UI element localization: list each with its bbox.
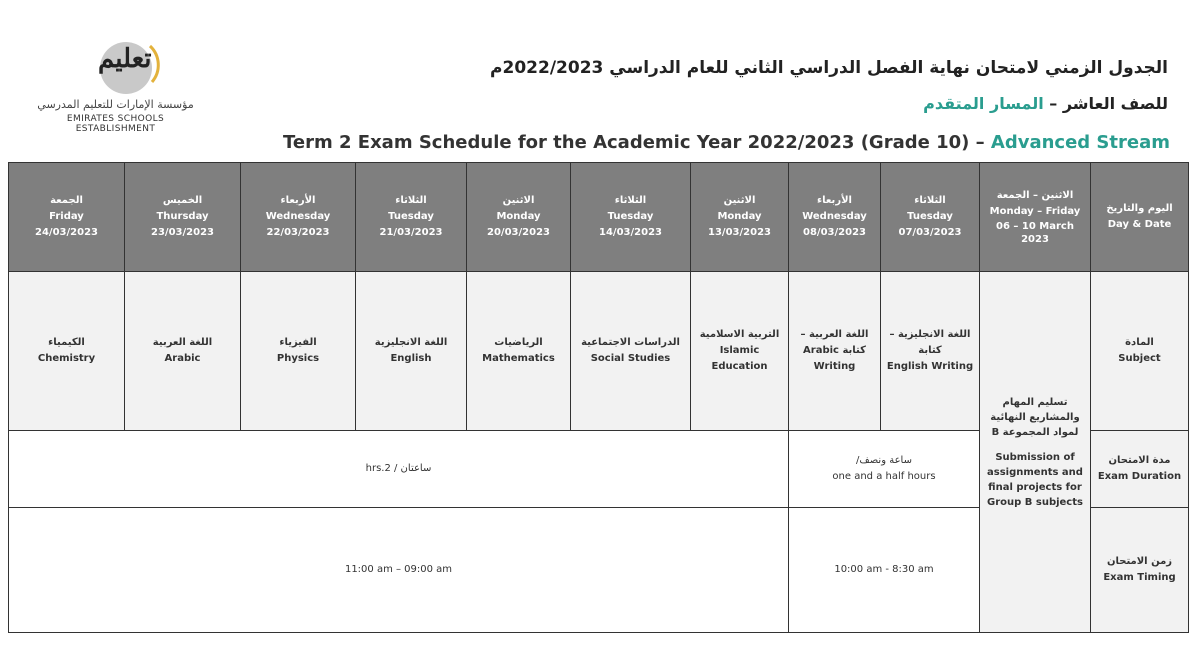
day-date: 13/03/2023	[708, 227, 771, 238]
day-header	[881, 163, 980, 272]
logo	[28, 38, 208, 134]
subject-cell	[241, 272, 356, 431]
day-date-label-en: Day & Date	[1107, 219, 1172, 230]
subject-en: English Writing	[886, 361, 974, 372]
day-date: 23/03/2023	[151, 227, 214, 238]
subject-ar: اللغة العربية	[152, 337, 213, 348]
day-ar: الخميس	[162, 195, 203, 206]
group-b-text-en: Submission of assignments and final projects for Group B subjects	[987, 451, 1083, 508]
group-b-text-ar: تسليم المهام والمشاريع النهائية لمواد المجموعة B	[990, 396, 1080, 438]
subject-cell	[691, 272, 789, 431]
duration-label-en: Exam Duration	[1097, 471, 1182, 482]
day-en: Monday	[717, 211, 762, 222]
writing-duration-ar: ساعة ونصف/	[856, 455, 912, 466]
day-header	[125, 163, 241, 272]
group-b-day-ar: الاثنين – الجمعة	[996, 190, 1074, 201]
day-ar: الجمعة	[50, 195, 83, 206]
day-ar: الأربعاء	[280, 195, 316, 206]
day-ar: الثلاثاء	[395, 195, 427, 206]
subject-cell	[356, 272, 467, 431]
page-title-ar: الجدول الزمني لامتحان نهاية الفصل الدراسي الثاني للعام الدراسي 2022/2023م	[490, 58, 1168, 78]
writing-duration-cell	[789, 431, 980, 508]
subject-en: Physics	[276, 353, 320, 364]
day-ar: الأربعاء	[817, 195, 852, 206]
day-header	[467, 163, 571, 272]
timing-label-en: Exam Timing	[1103, 572, 1176, 583]
subject-en: Chemistry	[37, 353, 96, 364]
main-duration-cell: ساعتان / hrs.2	[9, 431, 789, 508]
timing-label	[1091, 508, 1189, 633]
main-timing: 11:00 am – 09:00 am	[344, 564, 453, 575]
title-en-text: Term 2 Exam Schedule for the Academic Year 2022/2023 (Grade 10) –	[282, 132, 991, 153]
stream-label-en: Advanced Stream	[990, 132, 1170, 153]
subject-row	[9, 272, 1189, 431]
logo-name-ar: مؤسسة الإمارات للتعليم المدرسي	[37, 98, 194, 111]
duration-label	[1091, 431, 1189, 508]
subject-cell	[9, 272, 125, 431]
day-en: Tuesday	[388, 211, 434, 222]
group-b-header	[980, 163, 1091, 272]
subject-cell	[125, 272, 241, 431]
day-date: 20/03/2023	[487, 227, 550, 238]
day-date: 08/03/2023	[803, 227, 866, 238]
subject-ar: اللغة العربية – كتابة Arabic	[800, 329, 869, 356]
writing-duration-en: one and a half hours	[832, 471, 936, 482]
subject-en: Mathematics	[482, 353, 555, 364]
stream-label-ar: المسار المتقدم	[923, 94, 1044, 113]
writing-timing: 10:00 am - 8:30 am	[834, 564, 934, 575]
day-header	[691, 163, 789, 272]
subject-cell	[789, 272, 881, 431]
day-en: Wednesday	[802, 211, 867, 222]
day-date-label-ar: اليوم والتاريخ	[1106, 203, 1173, 214]
day-ar: الاثنين	[723, 195, 756, 206]
day-date-label	[1091, 163, 1189, 272]
day-en: Tuesday	[907, 211, 953, 222]
timing-label-ar: زمن الامتحان	[1106, 556, 1173, 567]
header-row	[9, 163, 1189, 272]
subject-ar: الكيمياء	[48, 337, 85, 348]
subject-en: Social Studies	[590, 353, 671, 364]
logo-name-en: EMIRATES SCHOOLS ESTABLISHMENT	[66, 114, 165, 134]
day-date: 21/03/2023	[379, 227, 443, 238]
subject-ar: الفيزياء	[279, 337, 317, 348]
group-b-day-en: Monday – Friday	[989, 206, 1081, 217]
subject-ar: اللغة الانجليزية	[374, 337, 448, 348]
subject-ar: اللغة الانجليزية – كتابة	[889, 329, 971, 356]
logo-mark-text: تعليم	[98, 44, 152, 74]
subject-en: Arabic	[164, 353, 201, 364]
subject-ar: التربية الاسلامية	[699, 329, 780, 340]
day-date: 14/03/2023	[599, 227, 662, 238]
writing-timing-cell	[789, 508, 980, 633]
day-ar: الثلاثاء	[914, 195, 946, 206]
grade-label: للصف العاشر	[1062, 94, 1168, 113]
subject-cell	[881, 272, 980, 431]
page-title-en	[283, 132, 1170, 153]
day-ar: الاثنين	[502, 195, 535, 206]
subject-label-en: Subject	[1118, 353, 1161, 364]
day-en: Tuesday	[607, 211, 654, 222]
day-en: Friday	[49, 211, 84, 222]
day-header	[9, 163, 125, 272]
duration-label-ar: مدة الامتحان	[1108, 455, 1171, 466]
subject-ar: الدراسات الاجتماعية	[581, 337, 680, 348]
day-header	[356, 163, 467, 272]
day-ar: الثلاثاء	[614, 195, 647, 206]
grade-dash: –	[1043, 94, 1063, 113]
group-b-date: 06 – 10 March 2023	[996, 221, 1074, 245]
day-header	[571, 163, 691, 272]
day-en: Monday	[496, 211, 541, 222]
day-header	[789, 163, 881, 272]
subject-ar: الرياضيات	[494, 337, 543, 348]
subject-en: Writing	[813, 361, 856, 372]
subject-label	[1091, 272, 1189, 431]
subject-label-ar: المادة	[1125, 337, 1154, 348]
day-header	[241, 163, 356, 272]
day-en: Thursday	[156, 211, 209, 222]
group-b-cell	[980, 272, 1091, 633]
subject-en: Islamic Education	[711, 345, 768, 372]
day-en: Wednesday	[265, 211, 331, 222]
grade-line	[923, 94, 1168, 113]
subject-cell	[571, 272, 691, 431]
day-date: 07/03/2023	[898, 227, 962, 238]
subject-en: English	[390, 353, 432, 364]
day-date: 22/03/2023	[266, 227, 330, 238]
main-timing-cell	[9, 508, 789, 633]
exam-schedule-table	[8, 162, 1189, 633]
day-date: 24/03/2023	[35, 227, 98, 238]
subject-cell	[467, 272, 571, 431]
